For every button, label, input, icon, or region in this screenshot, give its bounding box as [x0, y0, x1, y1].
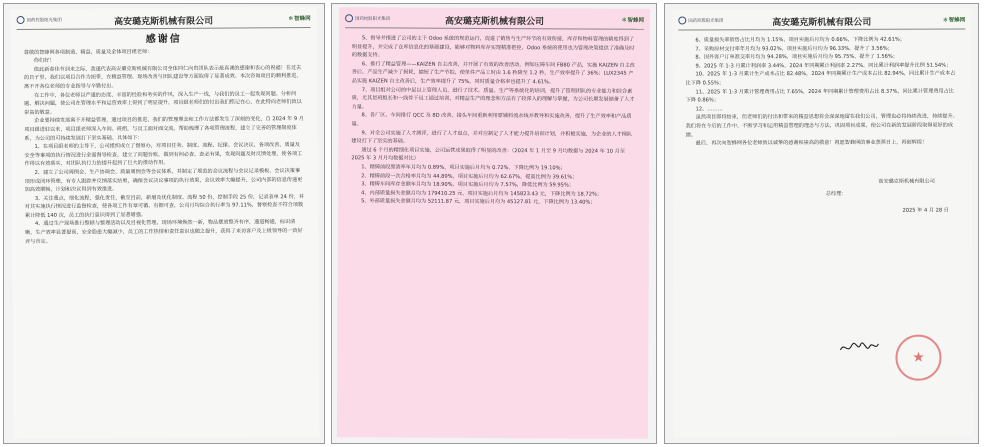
salutation: 尊敬的智蜂网各项制造、精益、质量及全体项目组老师：: [23, 48, 153, 56]
paragraph: 4、通过生产现场推行整顿与整理活动以及目视化管理，现场环境焕然一新，物品摆放整齐有序，通道畅通，标识清晰，生产效率显著提高，安全隐患大幅减少，员工的工作热情和责任意识也随之提升，获得了来访客户及上级领导的一致好评与肯定。: [25, 219, 303, 245]
letterhead: [678, 15, 965, 31]
group-logo: 国药控股阳光集团: [17, 16, 62, 24]
brand-logo: ✻智蜂网: [943, 17, 966, 24]
paragraph: 在工作中，各位老师以严谨的态度、丰富的经验和务实的作风，深入生产一线，与我们的员工一起发现问题、分析问题、解决问题，使公司在管理水平和运营效率上得到了明显提升，项目组老师们的付出我们铭记在心，在此特向老师们致以崇高的敬意。: [24, 90, 302, 116]
group-logo: 国药控股阳光集团: [345, 14, 390, 22]
seal-star-icon: ★: [912, 349, 925, 366]
letter-body: [11, 28, 319, 246]
company-name: 高安璐克斯机械有限公司: [445, 16, 545, 28]
result-item: 4、内部质量损失金额月均为 179410.25 元，项目实施后月均为 145823.43 元，下降比例为 18.72%；: [361, 189, 603, 198]
letter-page-3: [672, 8, 972, 437]
result-item: 2、精铸前段一次合格率月均为 44.89%，项目实施后月均为 62.67%，提高比例为 39.61%；: [361, 172, 578, 180]
result-item: 3、精铸车间库存金额年月均为 18.90%，项目实施后月均为 7.57%，降低比例为 59.95%；: [361, 181, 575, 189]
handwritten-signature: [839, 340, 879, 356]
signature-org: 高安璐克斯机械有限公司: [878, 178, 935, 185]
bee-logo-icon: ✻: [621, 17, 627, 24]
result-item: 7、采购原材交付率年月均为 93.02%，项目实施后月均为 96.33%，提升了 3.56%；: [695, 45, 893, 53]
company-name: 高安璐克斯机械有限公司: [772, 17, 872, 29]
result-item: 1、精铸前段原渣率年月均为 0.89%，项目实施后月均为 0.72%，下降比例为 19.10%；: [361, 164, 566, 172]
brand-logo: ✻智蜂网: [621, 17, 645, 24]
document-panel-1: [3, 3, 325, 444]
result-item: 8、国外客户订单准交率月均为 94.28%，项目实施后月均为 95.75%，提升了 1.56%；: [695, 53, 898, 61]
letterhead: [17, 13, 311, 30]
letter-title: 感谢信: [145, 33, 182, 46]
bee-logo-icon: ✻: [943, 17, 948, 24]
closing-paragraph: 最后，再次向智蜂网各位老师致以诚挚的感谢和崇高的敬意！祝愿智蜂网的事业蒸蒸日上，再创辉煌！: [695, 139, 928, 147]
result-item: 12、………: [695, 106, 723, 113]
paragraph: 5、指导并推进了公司的主干 Odoo 系统的规范运行，促进了销售与生产环节的有效衔接，库存和物料管理的精度得到了明显提升，并完成了仓库信息化的基础建设，能够对物料库存实现精准把控，Odoo 系统的使用也为管理决策提供了准确及时的数据支持。: [351, 35, 635, 59]
paragraph: 值此新春佳节到来之际，我谨代表高安璐克斯机械有限公司全体同仁向贵团队表示最真诚的感谢和衷心的祝福！在过去的日子里，我们以项目合作为纽带，在精益管理、现场改善与团队建设等方面取得了显著成效。本次咨询项目的顺利推进，离不开各位老师的专业指导与辛勤付出。: [23, 64, 302, 90]
result-item: 6、质量损失率销售占比月均为 1.15%，项目实施后月均为 0.66%，下降比例为 42.61%；: [695, 36, 905, 44]
result-item: 10、2025 年 1-3 月累计生产成本占比 82.48%，2024 年同期累计生产成本占比 82.94%，同比累计生产成本占比下降 0.55%；: [685, 70, 956, 87]
letter-page-2: [337, 7, 650, 439]
company-name: 高安璐克斯机械有限公司: [114, 16, 214, 28]
letter-body: [672, 29, 972, 216]
paragraph: 2、建立了公司周例会、生产协调会、质量周例会等会议体系，并制定了规范的会议流程与会议记录模板，会议决策事项形成闭环管理，有专人跟踪并反馈落实结果，确保会议决议事项的执行效果，会议效率大幅提升，公司内部的信息传递更加高效顺畅，计划和决议得到有效推进。: [24, 167, 303, 194]
paragraph: 企业要持续发展离不开精益管理，通过项目的推进，我们的管理理念和工作方法都发生了深刻的变化，自 2024 年 9 月项目组进驻以来，项目组老师深入车间、班组，与员工面对面交流，帮助梳理了各项管理流程，建立了完善的管理制度体系，为公司的可持续发展打下坚实基础。具体如下：: [24, 116, 304, 142]
letter-body: [338, 28, 650, 208]
paragraph: 6、推行了精益管理——KAIZEN 自主改善，并开展了有效的改善活动，例如压铸车间 FB80 产品，实施 KAIZEN 自主改善后，产品生产减少了损耗，缩短了生产节拍，使单件产品工时由 1.6 秒降至 1.2 秒，生产效率提升了 36%；LUX2345 产品实施 KAIZEN 自主改善后，生产效率提升了 75%，同时质量合格率也提升了 4.61%。: [351, 61, 635, 86]
signature-date: 2025 年 4 月 28 日: [902, 207, 949, 214]
paragraph: 3、关注重点，细化流程，强化责任，截至目前，新增及优化制度、流程 50 份，控制手段 25 份，记录表单 24 份，并对其实施执行情况进行监督检查，使各项工作有章可循、有据可查，公司月均综合执行率为 97.11%，督察检查不符合项数累计降低 140 次，员工的执行意识得到了显著增强。: [24, 193, 305, 219]
paragraph: 通过 6 个月的精细化项目实施，公司运营成果取得了明显的改善：（2024 年 1 月至 9 月均数据与 2024 年 10 月至 2025 年 3 月月均数据对比）: [351, 147, 625, 162]
company-seal: [895, 335, 941, 381]
paragraph: 9、对全公司实施了人才测评，进行了人才盘点，并对应制定了人才能力提升培训计划，并积极实施，为企业的人才梯队建设打下了坚实的基础。: [351, 129, 633, 145]
result-item: 11、2025 年 1-3 月累计管理费用占比 7.65%，2024 年同期累计管理费用占比 8.37%，同比累计管理费用占比下降 0.86%；: [685, 88, 954, 104]
paragraph: 7、项目组对公司的中层以上管理人员，进行了技术、质量、生产等系统化的培训，提升了管理团队的专业能力和综合素质，尤其是班组长和一线骨干员工通过培训，对精益生产的理念和方法有了较深入的理解与掌握，为公司长期发展储备了人才力量。: [351, 86, 635, 111]
signature-role: 总经理：: [825, 191, 847, 198]
result-item: 9、2025 年 1-3 月累计利润率 3.44%，2024 年同期累计利润率 2.27%，同比累计利润率提升比例 51.54%；: [695, 62, 952, 70]
bee-logo-icon: ✻: [288, 16, 294, 23]
letter-page-1: [11, 7, 320, 439]
document-panel-2: [331, 3, 657, 444]
brand-logo: ✻智蜂网: [288, 15, 311, 23]
greeting: 你们好！: [33, 57, 55, 65]
result-item: 5、外部质量损失金额月均为 52111.87 元，项目实施后月均为 45127.81 元，下降比例为 13.40%；: [361, 198, 596, 206]
letterhead: [345, 13, 644, 30]
group-logo: 国药控股阳光集团: [678, 16, 723, 24]
closing-paragraph: 虽然项目即将结束，但老师们的付出和带来的精益思想将会深深地留在我们公司，管理也必将持续改进，持续提升。我们将在今后的工作中，不断学习和运用精益管理的理念与方法，巩固项目成果，使公司在新的发展阶段取得更好的成绩。: [685, 113, 958, 139]
paragraph: 1、在项目组老师的主导下，公司组织成立了督察办，对项目任务、制度、流程、纪律、会议决议、各项改善、质量及安全等事项的执行情况进行全面督导检查，建立了问题台账，做到有问必查、查必有果，发现问题及时反馈处理，使各项工作得以有效落实，对团队执行力的提升起到了巨大的推动作用。: [24, 142, 303, 168]
paragraph: 8、各厂区、车间推行 QCC 及 8D 改善，接头车间重新利用原辅料流水线并教导和实施改善，提升了生产效率和产品质量。: [351, 112, 632, 128]
document-panel-3: [664, 3, 979, 444]
